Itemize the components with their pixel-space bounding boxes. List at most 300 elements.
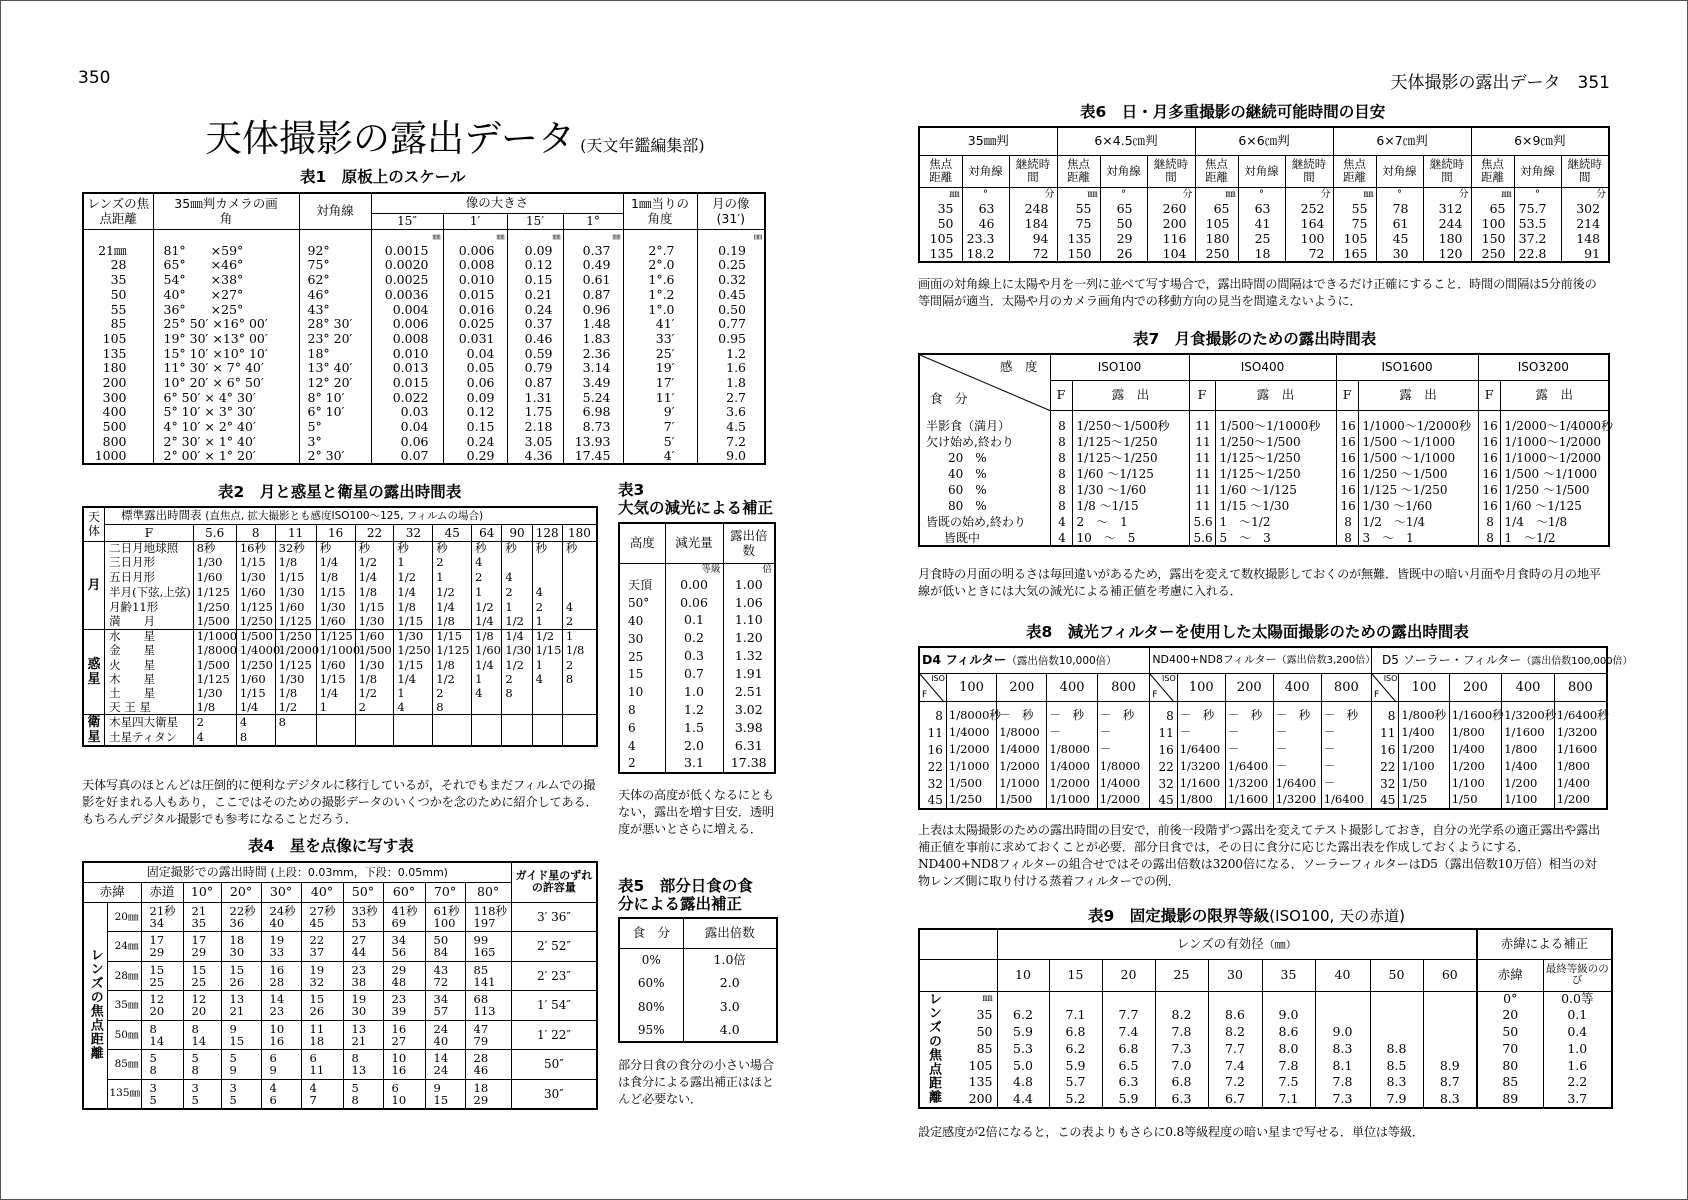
- t6-format: 6×4.5㎝判: [1057, 127, 1195, 155]
- t2-cell: 1/1000: [193, 630, 236, 644]
- t1-cell-perm: 7′: [623, 420, 697, 435]
- t8-cell: － 秒: [1177, 707, 1225, 724]
- t1-row: [83, 258, 765, 273]
- t2-row: [83, 687, 597, 701]
- t8-cell: －: [1177, 724, 1225, 741]
- t4-top: 9: [229, 1021, 237, 1036]
- t6-cell: 72: [1009, 247, 1057, 262]
- t4-bot: 25: [191, 974, 207, 989]
- t1-cell-moon: 0.45: [697, 288, 765, 303]
- table9-caption-note: (ISO100, 天の赤道): [1269, 907, 1405, 925]
- t2-fnum: 11: [275, 524, 316, 541]
- t4-bot: 24: [433, 1063, 449, 1078]
- t8-g2-block: [1150, 647, 1376, 673]
- t4-cell: [383, 1050, 425, 1080]
- t2-row: [83, 644, 597, 658]
- t4-cell: [221, 902, 261, 932]
- t9-aperture: 40: [1315, 959, 1370, 991]
- t2-cell: [562, 687, 597, 701]
- t8-cell: 1/3200: [1273, 792, 1321, 809]
- t1-cell-diag: 5°: [299, 420, 371, 435]
- t2-h-std-note: (直焦点, 拡大撮影とも感度ISO100〜125, フィルムの場合): [205, 510, 484, 522]
- t4-dec: 40°: [301, 882, 343, 902]
- t4-bot: 29: [473, 1092, 489, 1107]
- t4-top: 9: [433, 1080, 441, 1095]
- t4-bot: 69: [391, 915, 407, 930]
- t9-cell: 7.5: [1262, 1074, 1315, 1091]
- t8-cell: 1/6400: [1273, 775, 1321, 792]
- t2-cell: 4: [532, 585, 562, 600]
- t2-cell: 1/125: [275, 658, 316, 672]
- t1-cell-s1d: 2.36: [563, 347, 623, 362]
- t7-cell: 16: [1478, 482, 1500, 498]
- t4-bot: 21: [351, 1033, 367, 1048]
- t8-cell: －: [1047, 724, 1097, 741]
- t8-iso: 400: [1273, 673, 1321, 701]
- t7-spacer-cell: [1500, 410, 1609, 418]
- t1-cell-angle: 36° ×25°: [153, 302, 299, 317]
- t7-row: [919, 530, 1609, 546]
- t4-bot: 13: [351, 1063, 367, 1078]
- t8-cell: 1/200: [1449, 758, 1502, 775]
- t1-sub-1d: 1°: [563, 213, 623, 229]
- t4-bot: 36: [229, 915, 245, 930]
- t4-bot: 45: [309, 915, 325, 930]
- t1-cell-s15m: 1.31: [507, 391, 563, 406]
- t6-row: [919, 247, 1609, 262]
- t6-cell: 35: [919, 202, 962, 217]
- t4-bot: 53: [351, 915, 367, 930]
- t1-cell-s1m: 0.008: [443, 258, 507, 273]
- t2-cell: 2: [502, 672, 532, 686]
- t7-cell: 8: [1336, 530, 1358, 546]
- t2-cell: [502, 731, 532, 747]
- t4-dec: 80°: [465, 882, 511, 902]
- table5-caption-block: [618, 877, 753, 913]
- t3-h-alt: 高度: [619, 523, 665, 563]
- t2-row: [83, 571, 597, 586]
- t2-cell: 1: [394, 556, 433, 571]
- t6-sub: 対角線: [1100, 155, 1147, 187]
- t4-cell: [301, 1079, 343, 1109]
- t3-fac: 3.02: [723, 701, 775, 719]
- t4-cell: [183, 1020, 221, 1050]
- t6-sub: 対角線: [1514, 155, 1561, 187]
- t4-top: 61秒: [433, 903, 460, 918]
- t2-cell: 1/8: [433, 658, 472, 672]
- t8-iso: 100: [1177, 673, 1225, 701]
- t3-fac: 2.51: [723, 683, 775, 701]
- t2-row: [83, 672, 597, 686]
- t9-cell-blank: [1155, 991, 1208, 1007]
- t4-bot: 5: [229, 1092, 237, 1107]
- t1-cell-s1m: 0.025: [443, 317, 507, 332]
- table9: [918, 928, 1613, 1109]
- t8-row: [919, 775, 1607, 792]
- t9-cell: 6.8: [1155, 1074, 1208, 1091]
- t2-cell: 1/4: [472, 658, 502, 672]
- t4-bot: 9: [269, 1063, 277, 1078]
- t8-note: 上表は太陽撮影のための露出時間の目安で，前後一段階ずつ露出を変えてテスト撮影しておき，自分の光学系の適正露出や露出補正値を事前に求めておくことが必要．部分日食では，その日に食分に応じた露出表を作成しておくようにする．ND400+ND8フィルターの組合せではその露出倍数は3200倍になる．ソーラーフィルターはD5（露出倍数10万倍）相当の対物レンズ側に取り付ける蒸着フィルターでの例．: [918, 823, 1601, 888]
- t8-cell: 1/100: [1502, 792, 1555, 809]
- t6-sub: 継続時間: [1009, 155, 1057, 187]
- t1-cell-s15: 0.010: [371, 347, 443, 362]
- t2-cell: 1/8: [562, 644, 597, 658]
- t6-unit: °: [1238, 187, 1285, 202]
- t4-bot: 44: [351, 945, 367, 960]
- t9-cell: 7.3: [1155, 1041, 1208, 1058]
- t2-cell: 1/500: [355, 644, 394, 658]
- t8-cell: 1/400: [1449, 741, 1502, 758]
- t6-cell: 135: [1057, 232, 1100, 247]
- t1-cell-angle: 81° ×59°: [153, 244, 299, 259]
- t2-row: [83, 541, 597, 556]
- t1-cell-s15m: 1.75: [507, 405, 563, 420]
- t2-cell: 1/2: [433, 585, 472, 600]
- t1-cell-angle: 11° 30′ × 7° 40′: [153, 361, 299, 376]
- t6-cell: 250: [1471, 247, 1514, 262]
- t2-cell: [502, 556, 532, 571]
- t2-cell: 1/500: [193, 615, 236, 630]
- t2-cell: 秒: [394, 541, 433, 556]
- t4-cell: [261, 1020, 301, 1050]
- t2-cell: [532, 715, 562, 731]
- t4-top: 3: [191, 1080, 199, 1095]
- t8-iso-corner: [919, 673, 946, 701]
- t4-bot: 40: [269, 915, 285, 930]
- t4-cell: [465, 932, 511, 962]
- t9-cell-blank: [1049, 991, 1102, 1007]
- t2-cell: 1/15: [355, 600, 394, 615]
- t1-cell-perm: 1°.0: [623, 302, 697, 317]
- t2-group-grp_planet: 惑星: [83, 630, 105, 715]
- t4-cell: [383, 991, 425, 1021]
- t7-h-exp: 露 出: [1500, 380, 1609, 410]
- t7-cell: 4: [1050, 530, 1072, 546]
- t4-cell: [141, 932, 183, 962]
- t2-cell: 1/4: [394, 585, 433, 600]
- t5-factor: 4.0: [683, 1019, 777, 1043]
- t1-cell-s1d: 5.24: [563, 391, 623, 406]
- t8-iso: 100: [946, 673, 996, 701]
- t7-phase: 20 %: [948, 451, 987, 465]
- t1-cell-s15m: 0.21: [507, 288, 563, 303]
- t1-row: [83, 405, 765, 420]
- t4-cell: [261, 961, 301, 991]
- t1-row: [83, 376, 765, 391]
- t4-guide: 2′ 23″: [511, 961, 597, 991]
- t6-cell: 302: [1561, 202, 1609, 217]
- t3-h-fac: 露出倍数: [723, 523, 775, 563]
- t8-g2: ND400+ND8フィルター: [1152, 653, 1277, 667]
- t2-cell: [433, 715, 472, 731]
- t8-f-label: F: [1152, 689, 1158, 700]
- t7-row: [919, 514, 1609, 530]
- t2-cell: [532, 571, 562, 586]
- t2-row: [83, 615, 597, 630]
- t2-cell: 1/4: [236, 701, 275, 715]
- t6-cell: 105: [919, 232, 962, 247]
- t1-cell-s1d: 6.98: [563, 405, 623, 420]
- t4-top: 3: [229, 1080, 237, 1095]
- t2-cell: 1/2: [532, 630, 562, 644]
- t6-sub: 焦点距離: [1057, 155, 1100, 187]
- t9-cell: [1423, 1024, 1477, 1041]
- t9-cell: 8.7: [1423, 1074, 1477, 1091]
- t8-cell: 1/100: [1449, 775, 1502, 792]
- t8-cell: 1/3200: [1554, 724, 1607, 741]
- t4-h-dec: 赤緯: [83, 882, 141, 902]
- t8-g3-block: [1372, 647, 1633, 673]
- t4-bot: 6: [269, 1092, 277, 1107]
- t2-body-name: 土 星: [105, 687, 194, 701]
- t4-top: 33秒: [351, 903, 378, 918]
- t7-spacer-cell: [1358, 410, 1478, 418]
- t8-g1: D4 フィルター: [922, 652, 1007, 667]
- t9-side-text: レンズの焦点距離: [926, 992, 941, 1105]
- t2-cell: [316, 715, 355, 731]
- t8-cell: 1/200: [1399, 741, 1449, 758]
- t2-body-name: 五日月形: [105, 571, 194, 586]
- t6-cell: 63: [962, 202, 1009, 217]
- t6-unit: °: [1376, 187, 1423, 202]
- t4-bot: 29: [149, 945, 165, 960]
- t9-corr-val: 0.0等: [1543, 991, 1612, 1007]
- t4-top: 12: [191, 992, 207, 1007]
- t1-cell-s1d: 0.61: [563, 273, 623, 288]
- t6-cell: 18.2: [962, 247, 1009, 262]
- t3-ext: 3.1: [665, 755, 723, 773]
- t1-cell-diag: 92°: [299, 244, 371, 259]
- t8-cell: －: [1321, 758, 1371, 775]
- t4-cell: [141, 991, 183, 1021]
- t4-top: 34: [391, 933, 407, 948]
- t8-cell: 1/4000: [1097, 775, 1150, 792]
- t6-format: 6×7㎝判: [1333, 127, 1471, 155]
- t9-corr-dec: 20: [1477, 1007, 1543, 1024]
- t8-cell: 1/50: [1399, 775, 1449, 792]
- t4-bot: 56: [391, 945, 407, 960]
- t1-sub-15s: 15″: [371, 213, 443, 229]
- t6-cell: 75: [1333, 217, 1376, 232]
- t1-cell-diag: 3°: [299, 435, 371, 450]
- t8-cell: －: [1321, 724, 1371, 741]
- t1-cell-s1m: 0.031: [443, 332, 507, 347]
- t1-cell-s15m: 0.87: [507, 376, 563, 391]
- t1-cell-s1d: 0.87: [563, 288, 623, 303]
- t2-body-name: 満 月: [105, 615, 194, 630]
- t8-row: [919, 792, 1607, 809]
- t2-cell: [562, 571, 597, 586]
- t8-cell: 1/400: [1554, 775, 1607, 792]
- t7-cell: 16: [1336, 434, 1358, 450]
- t4-top: 27秒: [309, 903, 336, 918]
- t7-cell: 1/500 〜1/1000: [1358, 434, 1478, 450]
- t8-cell: 1/500: [997, 792, 1047, 809]
- t1-unit-blank: [153, 229, 299, 244]
- t2-cell: 1: [562, 630, 597, 644]
- t6-cell: 116: [1147, 232, 1195, 247]
- t4-bot: 7: [309, 1092, 317, 1107]
- t6-sub: 継続時間: [1147, 155, 1195, 187]
- t1-unit-blank: [83, 229, 153, 244]
- t6-cell: 23.3: [962, 232, 1009, 247]
- t1-cell-s1d: 8.73: [563, 420, 623, 435]
- t7-row: [919, 498, 1609, 514]
- t6-cell: 65: [1195, 202, 1238, 217]
- t2-cell: [472, 731, 502, 747]
- t6-unit: °: [1514, 187, 1561, 202]
- table7: [918, 353, 1613, 547]
- t1-cell-s1m: 0.016: [443, 302, 507, 317]
- t1-cell-perm: 41′: [623, 317, 697, 332]
- t9-corr-val: 0.1: [1543, 1007, 1612, 1024]
- t2-cell: 1/4: [316, 687, 355, 701]
- t6-cell: 104: [1147, 247, 1195, 262]
- t9-aperture: 25: [1155, 959, 1208, 991]
- t2-cell: 1/4: [433, 600, 472, 615]
- t8-cell: 1/6400: [1225, 758, 1273, 775]
- table2-caption: 表2 月と惑星と衛星の露出時間表: [218, 483, 462, 501]
- t4-guide: 30″: [511, 1079, 597, 1109]
- t8-f: 45: [1150, 792, 1177, 809]
- t6-row: [919, 232, 1609, 247]
- t1-cell-s1d: 1.83: [563, 332, 623, 347]
- t9-cell: 6.7: [1208, 1091, 1262, 1108]
- t8-iso: 200: [1449, 673, 1502, 701]
- t1-cell-s1d: 17.45: [563, 449, 623, 464]
- t6-cell: 26: [1100, 247, 1147, 262]
- t4-cell: [183, 991, 221, 1021]
- t4-top: 18: [229, 933, 245, 948]
- t1-cell-perm: 2°.0: [623, 258, 697, 273]
- t8-f-label: F: [1374, 689, 1380, 700]
- t7-h-f: F: [1478, 380, 1500, 410]
- t7-h-phase: 食 分: [930, 390, 968, 406]
- t1-cell-diag: 6° 10′: [299, 405, 371, 420]
- t6-sub: 焦点距離: [1195, 155, 1238, 187]
- t2-fnum: 90: [502, 524, 532, 541]
- t7-h-f: F: [1189, 380, 1215, 410]
- t6-cell: 37.2: [1514, 232, 1561, 247]
- t3-note: 天体の高度が低くなるにともない，露出を増す目安．透明度が悪いとさらに増える．: [618, 788, 774, 836]
- t3-alt: 天頂: [628, 577, 653, 592]
- t4-top: 16: [269, 962, 285, 977]
- t8-iso-label: ISO: [931, 673, 945, 683]
- t8-cell: 1/8000: [997, 724, 1047, 741]
- t4-bot: 5: [191, 1092, 199, 1107]
- t6-unit: °: [962, 187, 1009, 202]
- t1-cell-s15: 0.0020: [371, 258, 443, 273]
- t1-cell-diag: 12° 20′: [299, 376, 371, 391]
- t9-corr-dec: 50: [1477, 1024, 1543, 1041]
- t1-cell-s1d: 1.48: [563, 317, 623, 332]
- t7-cell: 11: [1189, 498, 1215, 514]
- table9-caption-block: [1088, 904, 1405, 926]
- t7-cell: 1/8 〜1/15: [1072, 498, 1189, 514]
- t1-cell-moon: 0.32: [697, 273, 765, 288]
- t2-body-name: 土星ティタン: [105, 731, 194, 747]
- t7-cell: 16: [1336, 482, 1358, 498]
- t8-cell: 1/6400: [1177, 741, 1225, 758]
- t2-cell: 1/8: [472, 630, 502, 644]
- t4-focal: 24㎜: [107, 932, 141, 962]
- t1-cell-angle: 6° 50′ × 4° 30′: [153, 391, 299, 406]
- t7-iso-100: ISO100: [1050, 354, 1189, 380]
- t5-row: [619, 972, 777, 996]
- t1-cell-s15m: 0.79: [507, 361, 563, 376]
- t1-row: [83, 302, 765, 317]
- t4-cell: [183, 1050, 221, 1080]
- t7-cell: 16: [1478, 418, 1500, 434]
- t9-cell: 5.0: [997, 1057, 1049, 1074]
- t2-row: [83, 658, 597, 672]
- t8-cell: 1/4000: [1047, 758, 1097, 775]
- t2-body-name: 火 星: [105, 658, 194, 672]
- t4-dec: 70°: [425, 882, 465, 902]
- t9-focal: 105: [968, 1057, 993, 1073]
- t1-cell-moon: 0.25: [697, 258, 765, 273]
- t7-row: [919, 450, 1609, 466]
- t9-corr-dec: 80: [1477, 1057, 1543, 1074]
- t1-cell-perm: 17′: [623, 376, 697, 391]
- t9-focal: 135: [968, 1074, 993, 1090]
- t2-fnum: 8: [236, 524, 275, 541]
- t2-row: [83, 715, 597, 731]
- t8-g3-note: （露出倍数100,000倍）: [1521, 655, 1633, 667]
- t9-row: [919, 1024, 1612, 1041]
- t4-cell: [343, 902, 383, 932]
- t8-cell: 1/3200: [1225, 775, 1273, 792]
- t1-cell-angle: 25° 50′ ×16° 00′: [153, 317, 299, 332]
- t3-row: [619, 737, 775, 755]
- t4-top: 4: [309, 1080, 317, 1095]
- t7-spacer-cell: [1215, 410, 1336, 418]
- t8-cell: 1/200: [1502, 775, 1555, 792]
- t2-cell: 1/250: [236, 658, 275, 672]
- t4-dec: 30°: [261, 882, 301, 902]
- table1-caption: 表1 原板上のスケール: [300, 168, 466, 186]
- t1-cell-s15: 0.0025: [371, 273, 443, 288]
- t6-unit: ㎜: [1471, 187, 1514, 202]
- t5-factor: 2.0: [683, 972, 777, 996]
- t2-cell: 秒: [502, 541, 532, 556]
- t4-cell: [465, 1020, 511, 1050]
- t4-top: 19: [309, 962, 325, 977]
- t9-cell: 7.2: [1208, 1074, 1262, 1091]
- t7-spacer-cell: [1189, 410, 1215, 418]
- t3-alt: 30: [628, 631, 644, 646]
- t2-body-name: 三日月形: [105, 556, 194, 571]
- t4-top: 68: [473, 992, 489, 1007]
- t1-cell-angle: 65° ×46°: [153, 258, 299, 273]
- t6-cell: 100: [1285, 232, 1333, 247]
- t8-cell: －: [1097, 724, 1150, 741]
- t4-top: 8: [191, 1021, 199, 1036]
- t4-bot: 39: [391, 1004, 407, 1019]
- t2-body-name: 金 星: [105, 644, 194, 658]
- t4-row: [83, 961, 597, 991]
- t1-cell-diag: 62°: [299, 273, 371, 288]
- t4-h-fixed-note: (上段：0.03mm，下段：0.05mm): [270, 866, 448, 880]
- t1-cell-s1d: 3.49: [563, 376, 623, 391]
- t6-cell: 78: [1376, 202, 1423, 217]
- t7-cell: 1/30 〜1/60: [1358, 498, 1478, 514]
- t4-focal: 85㎜: [107, 1050, 141, 1080]
- t4-dec: 50°: [343, 882, 383, 902]
- t1-cell-focal: 21㎜: [98, 242, 127, 258]
- t1-cell-s1m: 0.09: [443, 391, 507, 406]
